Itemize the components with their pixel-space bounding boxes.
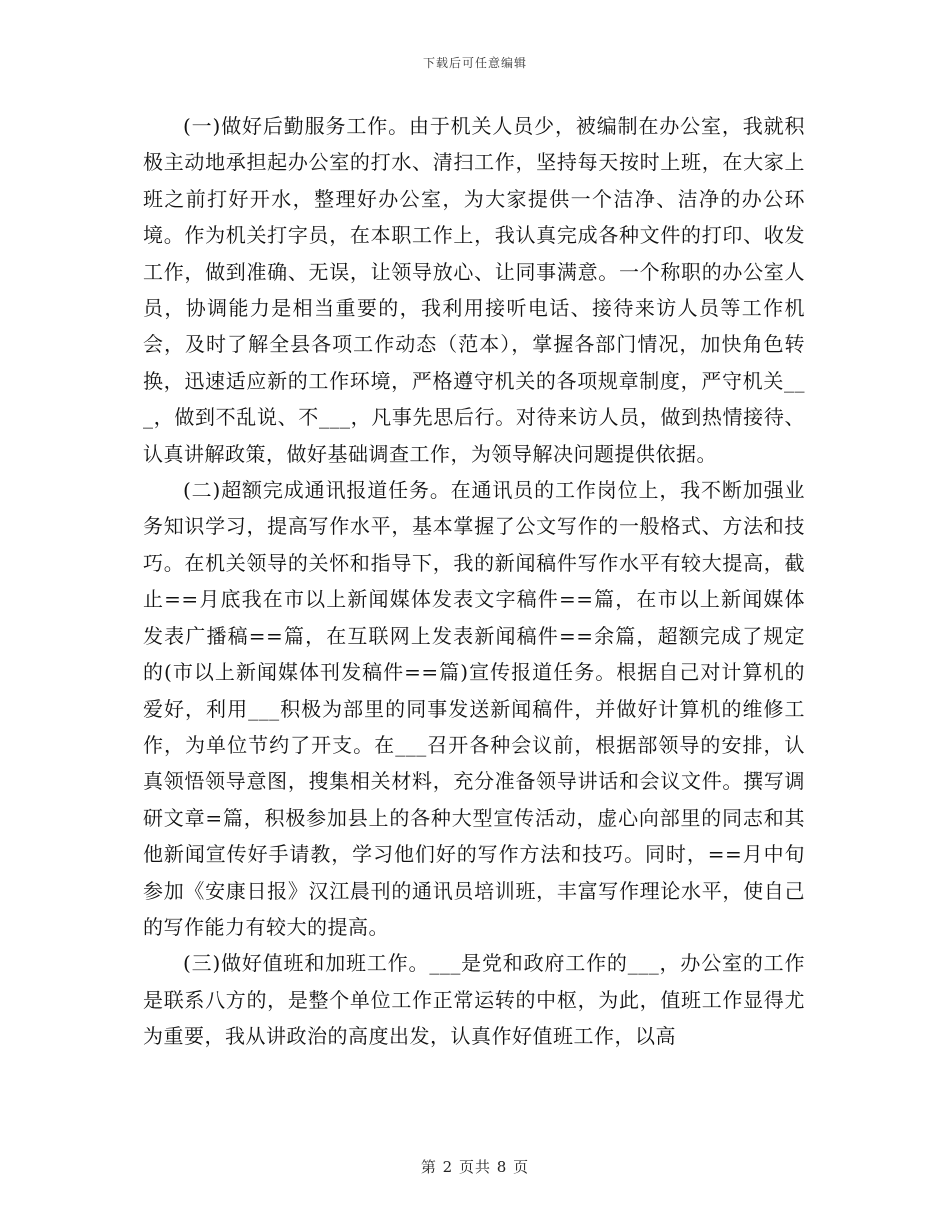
document-body [143, 108, 805, 1055]
paragraph-reporting: (二)超额完成通讯报道任务。在通讯员的工作岗位上，我不断加强业务知识学习，提高写作水平，基本掌握了公文写作的一般格式、方法和技巧。在机关领导的关怀和指导下，我的新闻稿件写作水平有较大提高，截止==月底我在市以上新闻媒体发表文字稿件==篇，在市以上新闻媒体发表广播稿==篇，在互联网上发表新闻稿件==余篇，超额完成了规定的(市以上新闻媒体刊发稿件==篇)宣传报道任务。根据自己对计算机的爱好，利用___积极为部里的同事发送新闻稿件，并做好计算机的维修工作，为单位节约了开支。在___召开各种会议前，根据部领导的安排，认真领悟领导意图，搜集相关材料，充分准备领导讲话和会议文件。撰写调研文章=篇，积极参加县上的各种大型宣传活动，虚心向部里的同志和其他新闻宣传好手请教，学习他们好的写作方法和技巧。同时，==月中旬参加《安康日报》汉江晨刊的通讯员培训班，丰富写作理论水平，使自己的写作能力有较大的提高。 [143, 478, 805, 939]
paragraph-duty: (三)做好值班和加班工作。___是党和政府工作的___，办公室的工作是联系八方的，是整个单位工作正常运转的中枢，为此，值班工作显得尤为重要，我从讲政治的高度出发，认真作好值班工作，以高 [143, 951, 805, 1049]
page-header-note: 下载后可任意编辑 [422, 56, 527, 70]
paragraph-logistics: (一)做好后勤服务工作。由于机关人员少，被编制在办公室，我就积极主动地承担起办公室的打水、清扫工作，坚持每天按时上班，在大家上班之前打好开水，整理好办公室，为大家提供一个洁净、洁净的办公环境。作为机关打字员，在本职工作上，我认真完成各种文件的打印、收发工作，做到准确、无误，让领导放心、让同事满意。一个称职的办公室人员，协调能力是相当重要的，我利用接听电话、接待来访人员等工作机会，及时了解全县各项工作动态（范本），掌握各部门情况，加快角色转换，迅速适应新的工作环境，严格遵守机关的各项规章制度，严守机关___，做到不乱说、不___，凡事先思后行。对待来访人员，做到热情接待、认真讲解政策，做好基础调查工作，为领导解决问题提供依据。 [143, 114, 805, 466]
page-number: 第 2 页共 8 页 [420, 1158, 530, 1176]
